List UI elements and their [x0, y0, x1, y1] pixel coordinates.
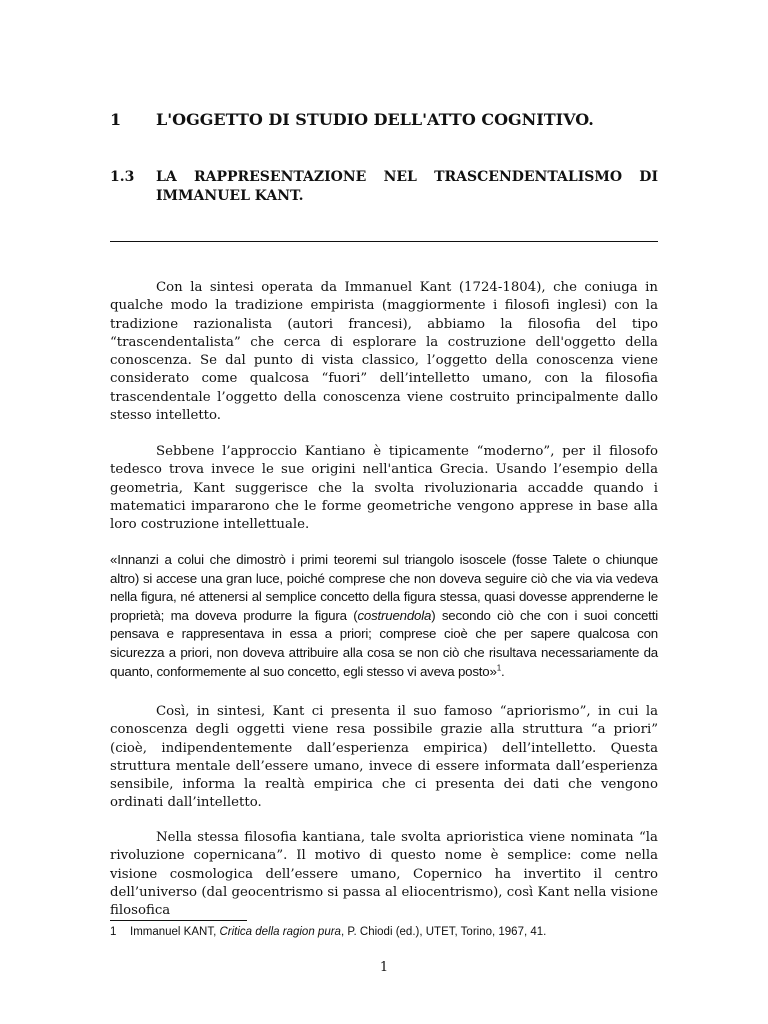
footnote	[110, 925, 658, 940]
quote-italic-term: costruendola	[357, 607, 432, 623]
paragraph-1: Con la sintesi operata da Immanuel Kant (1724-1804), che coniuga in qualche modo la tradizione empirista (maggiormente i filosofi inglesi) con la tradizione razionalista (autori francesi), abbiamo la filosofia del tipo “trascendentalista” che cerca di esplorare la costruzione dell'oggetto della conoscenza. Se dal punto di vista classico, l’oggetto della conoscenza viene considerato come qualcosa “fuori” dell’intelletto umano, con la filosofia trascendentale l’oggetto della conoscenza viene costruito principalmente dallo stesso intelletto.	[110, 280, 658, 424]
section-number: 1.3	[110, 169, 135, 185]
footnote-book-title: Critica della ragion pura	[219, 926, 341, 938]
footnote-reference[interactable]: 1	[496, 663, 501, 673]
footnote-number: 1	[110, 926, 117, 938]
paragraph-3: Così, in sintesi, Kant ci presenta il suo famoso “apriorismo”, in cui la conoscenza degli oggetti viene resa possibile grazie alla struttura “a priori” (cioè, indipendentemente dall’esperienza empirica) dell’intelletto. Questa struttura mentale dell’essere umano, invece di essere informata dall’esperienza sensibile, informa la realtà empirica che ci presenta dei dati che vengono ordinati dall’intelletto.	[110, 704, 658, 811]
section-title: LA RAPPRESENTAZIONE NEL TRASCENDENTALISMO DI IMMANUEL KANT.	[156, 169, 658, 204]
footnote-divider	[110, 920, 247, 921]
chapter-heading	[110, 110, 594, 129]
chapter-number: 1	[110, 110, 122, 129]
footnote-publication: , P. Chiodi (ed.), UTET, Torino, 1967, 41.	[340, 926, 547, 938]
footnote-author: Immanuel KANT,	[130, 926, 220, 938]
paragraph-2: Sebbene l’approccio Kantiano è tipicamente “moderno”, per il filosofo tedesco trova invece le sue origini nell'antica Grecia. Usando l’esempio della geometria, Kant suggerisce che la svolta rivoluzionaria accadde quando i matematici impararono che le forme geometriche vengono apprese in base alla loro costruzione intellettuale.	[110, 444, 658, 533]
kant-quotation	[110, 551, 658, 681]
quote-terminator: .	[500, 663, 505, 679]
heading-divider	[110, 241, 658, 242]
chapter-title: L'OGGETTO DI STUDIO DELL'ATTO COGNITIVO.	[156, 110, 594, 129]
paragraph-4: Nella stessa filosofia kantiana, tale svolta aprioristica viene nominata “la rivoluzione copernicana”. Il motivo di questo nome è semplice: come nella visione cosmologica dell’essere umano, Copernico ha invertito il centro dell’universo (dal geocentrismo si passa al eliocentrismo), così Kant nella visione filosofica	[110, 830, 658, 919]
quote-text-start: «Innanzi a colui che dimostrò i primi teoremi sul triangolo isoscele (fosse Talete o chiunque altro) si accese una gran luce, poiché comprese che non doveva seguire ciò che via via vedeva nella figura, né attenersi al semplice concetto della figura stessa, quasi dovesse apprenderne le proprietà; ma doveva produrre la figura (	[110, 552, 658, 623]
section-heading	[110, 168, 658, 206]
page-number: 1	[379, 960, 389, 975]
quote-text-end: ) secondo ciò che con i suoi concetti pensava e rappresentava in essa a priori; comprese cioè che per sapere qualcosa con sicurezza a priori, non doveva attribuire alla cosa se non ciò che risultava necessariamente da quanto, conformemente al suo concetto, egli stesso vi aveva posto»	[110, 607, 658, 679]
